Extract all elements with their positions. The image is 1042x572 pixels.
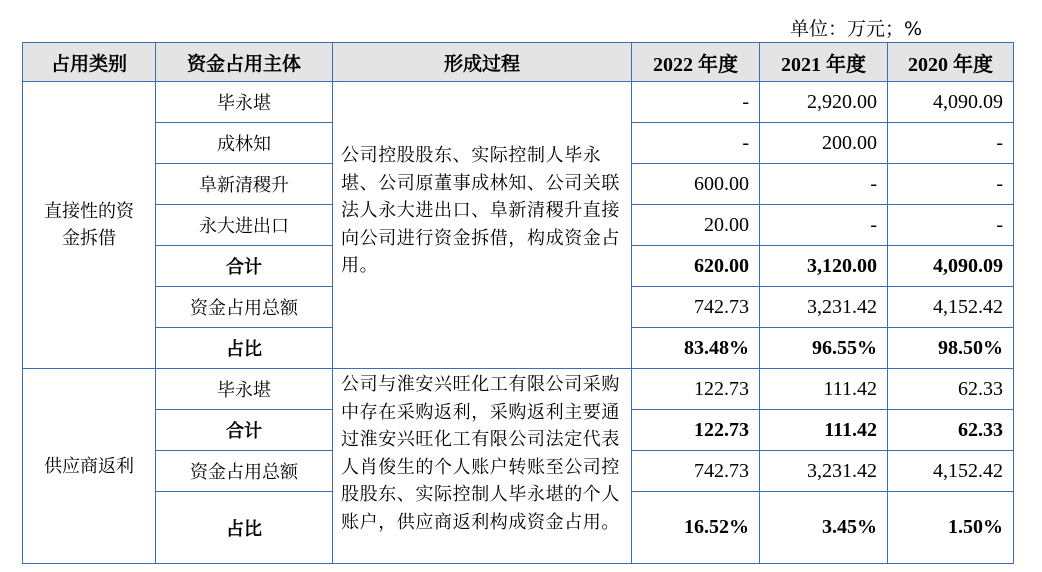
value-2021: 3,231.42 xyxy=(760,451,888,492)
header-category: 占用类别 xyxy=(23,43,156,82)
entity-cell: 阜新清稷升 xyxy=(156,164,333,205)
value-2020: 4,090.09 xyxy=(888,246,1014,287)
value-2020: 1.50% xyxy=(888,492,1014,564)
value-2022: 20.00 xyxy=(632,205,760,246)
header-2021: 2021 年度 xyxy=(760,43,888,82)
value-2021: 111.42 xyxy=(760,410,888,451)
value-2021: 3,231.42 xyxy=(760,287,888,328)
value-2021: 3.45% xyxy=(760,492,888,564)
entity-cell: 毕永堪 xyxy=(156,369,333,410)
header-entity: 资金占用主体 xyxy=(156,43,333,82)
header-2022: 2022 年度 xyxy=(632,43,760,82)
value-2022: 122.73 xyxy=(632,369,760,410)
value-2020: 4,152.42 xyxy=(888,287,1014,328)
entity-cell: 成林知 xyxy=(156,123,333,164)
value-2021: - xyxy=(760,164,888,205)
value-2021: 96.55% xyxy=(760,328,888,369)
category-direct-lending xyxy=(23,82,156,369)
value-2022: 620.00 xyxy=(632,246,760,287)
value-2020: 4,152.42 xyxy=(888,451,1014,492)
category-line1: 直接性的资 xyxy=(44,201,134,222)
process-text: 公司与淮安兴旺化工有限公司采购中存在采购返利，采购返利主要通过淮安兴旺化工有限公司法定代表人肖俊生的个人账户转账至公司控股股东、实际控制人毕永堪的个人账户，供应商返利构成资金占用。 xyxy=(341,374,620,533)
value-2020: 62.33 xyxy=(888,410,1014,451)
value-2020: - xyxy=(888,123,1014,164)
value-2021: 2,920.00 xyxy=(760,82,888,123)
value-2022: - xyxy=(632,82,760,123)
value-2021: - xyxy=(760,205,888,246)
fund-occupation-table xyxy=(22,42,1014,564)
entity-cell: 资金占用总额 xyxy=(156,287,333,328)
entity-cell: 占比 xyxy=(156,492,333,564)
category-line2: 金拆借 xyxy=(62,228,116,249)
entity-cell: 合计 xyxy=(156,410,333,451)
process-description xyxy=(333,82,632,369)
value-2022: 742.73 xyxy=(632,451,760,492)
process-description xyxy=(333,369,632,564)
process-text: 公司控股股东、实际控制人毕永堪、公司原董事成林知、公司关联法人永大进出口、阜新清稷升直接向公司进行资金拆借，构成资金占用。 xyxy=(341,145,620,276)
value-2020: - xyxy=(888,205,1014,246)
header-row xyxy=(23,43,1014,82)
entity-cell: 永大进出口 xyxy=(156,205,333,246)
value-2020: 4,090.09 xyxy=(888,82,1014,123)
entity-cell: 合计 xyxy=(156,246,333,287)
header-process: 形成过程 xyxy=(333,43,632,82)
value-2020: 62.33 xyxy=(888,369,1014,410)
value-2020: - xyxy=(888,164,1014,205)
entity-cell: 资金占用总额 xyxy=(156,451,333,492)
value-2022: 122.73 xyxy=(632,410,760,451)
table-row xyxy=(23,82,1014,123)
value-2022: 83.48% xyxy=(632,328,760,369)
value-2021: 200.00 xyxy=(760,123,888,164)
value-2022: - xyxy=(632,123,760,164)
header-2020: 2020 年度 xyxy=(888,43,1014,82)
table-row xyxy=(23,369,1014,410)
entity-cell: 毕永堪 xyxy=(156,82,333,123)
value-2022: 600.00 xyxy=(632,164,760,205)
value-2021: 111.42 xyxy=(760,369,888,410)
category-supplier-rebate: 供应商返利 xyxy=(23,369,156,564)
value-2022: 742.73 xyxy=(632,287,760,328)
entity-cell: 占比 xyxy=(156,328,333,369)
value-2020: 98.50% xyxy=(888,328,1014,369)
value-2021: 3,120.00 xyxy=(760,246,888,287)
value-2022: 16.52% xyxy=(632,492,760,564)
unit-note: 单位：万元；% xyxy=(789,18,922,40)
